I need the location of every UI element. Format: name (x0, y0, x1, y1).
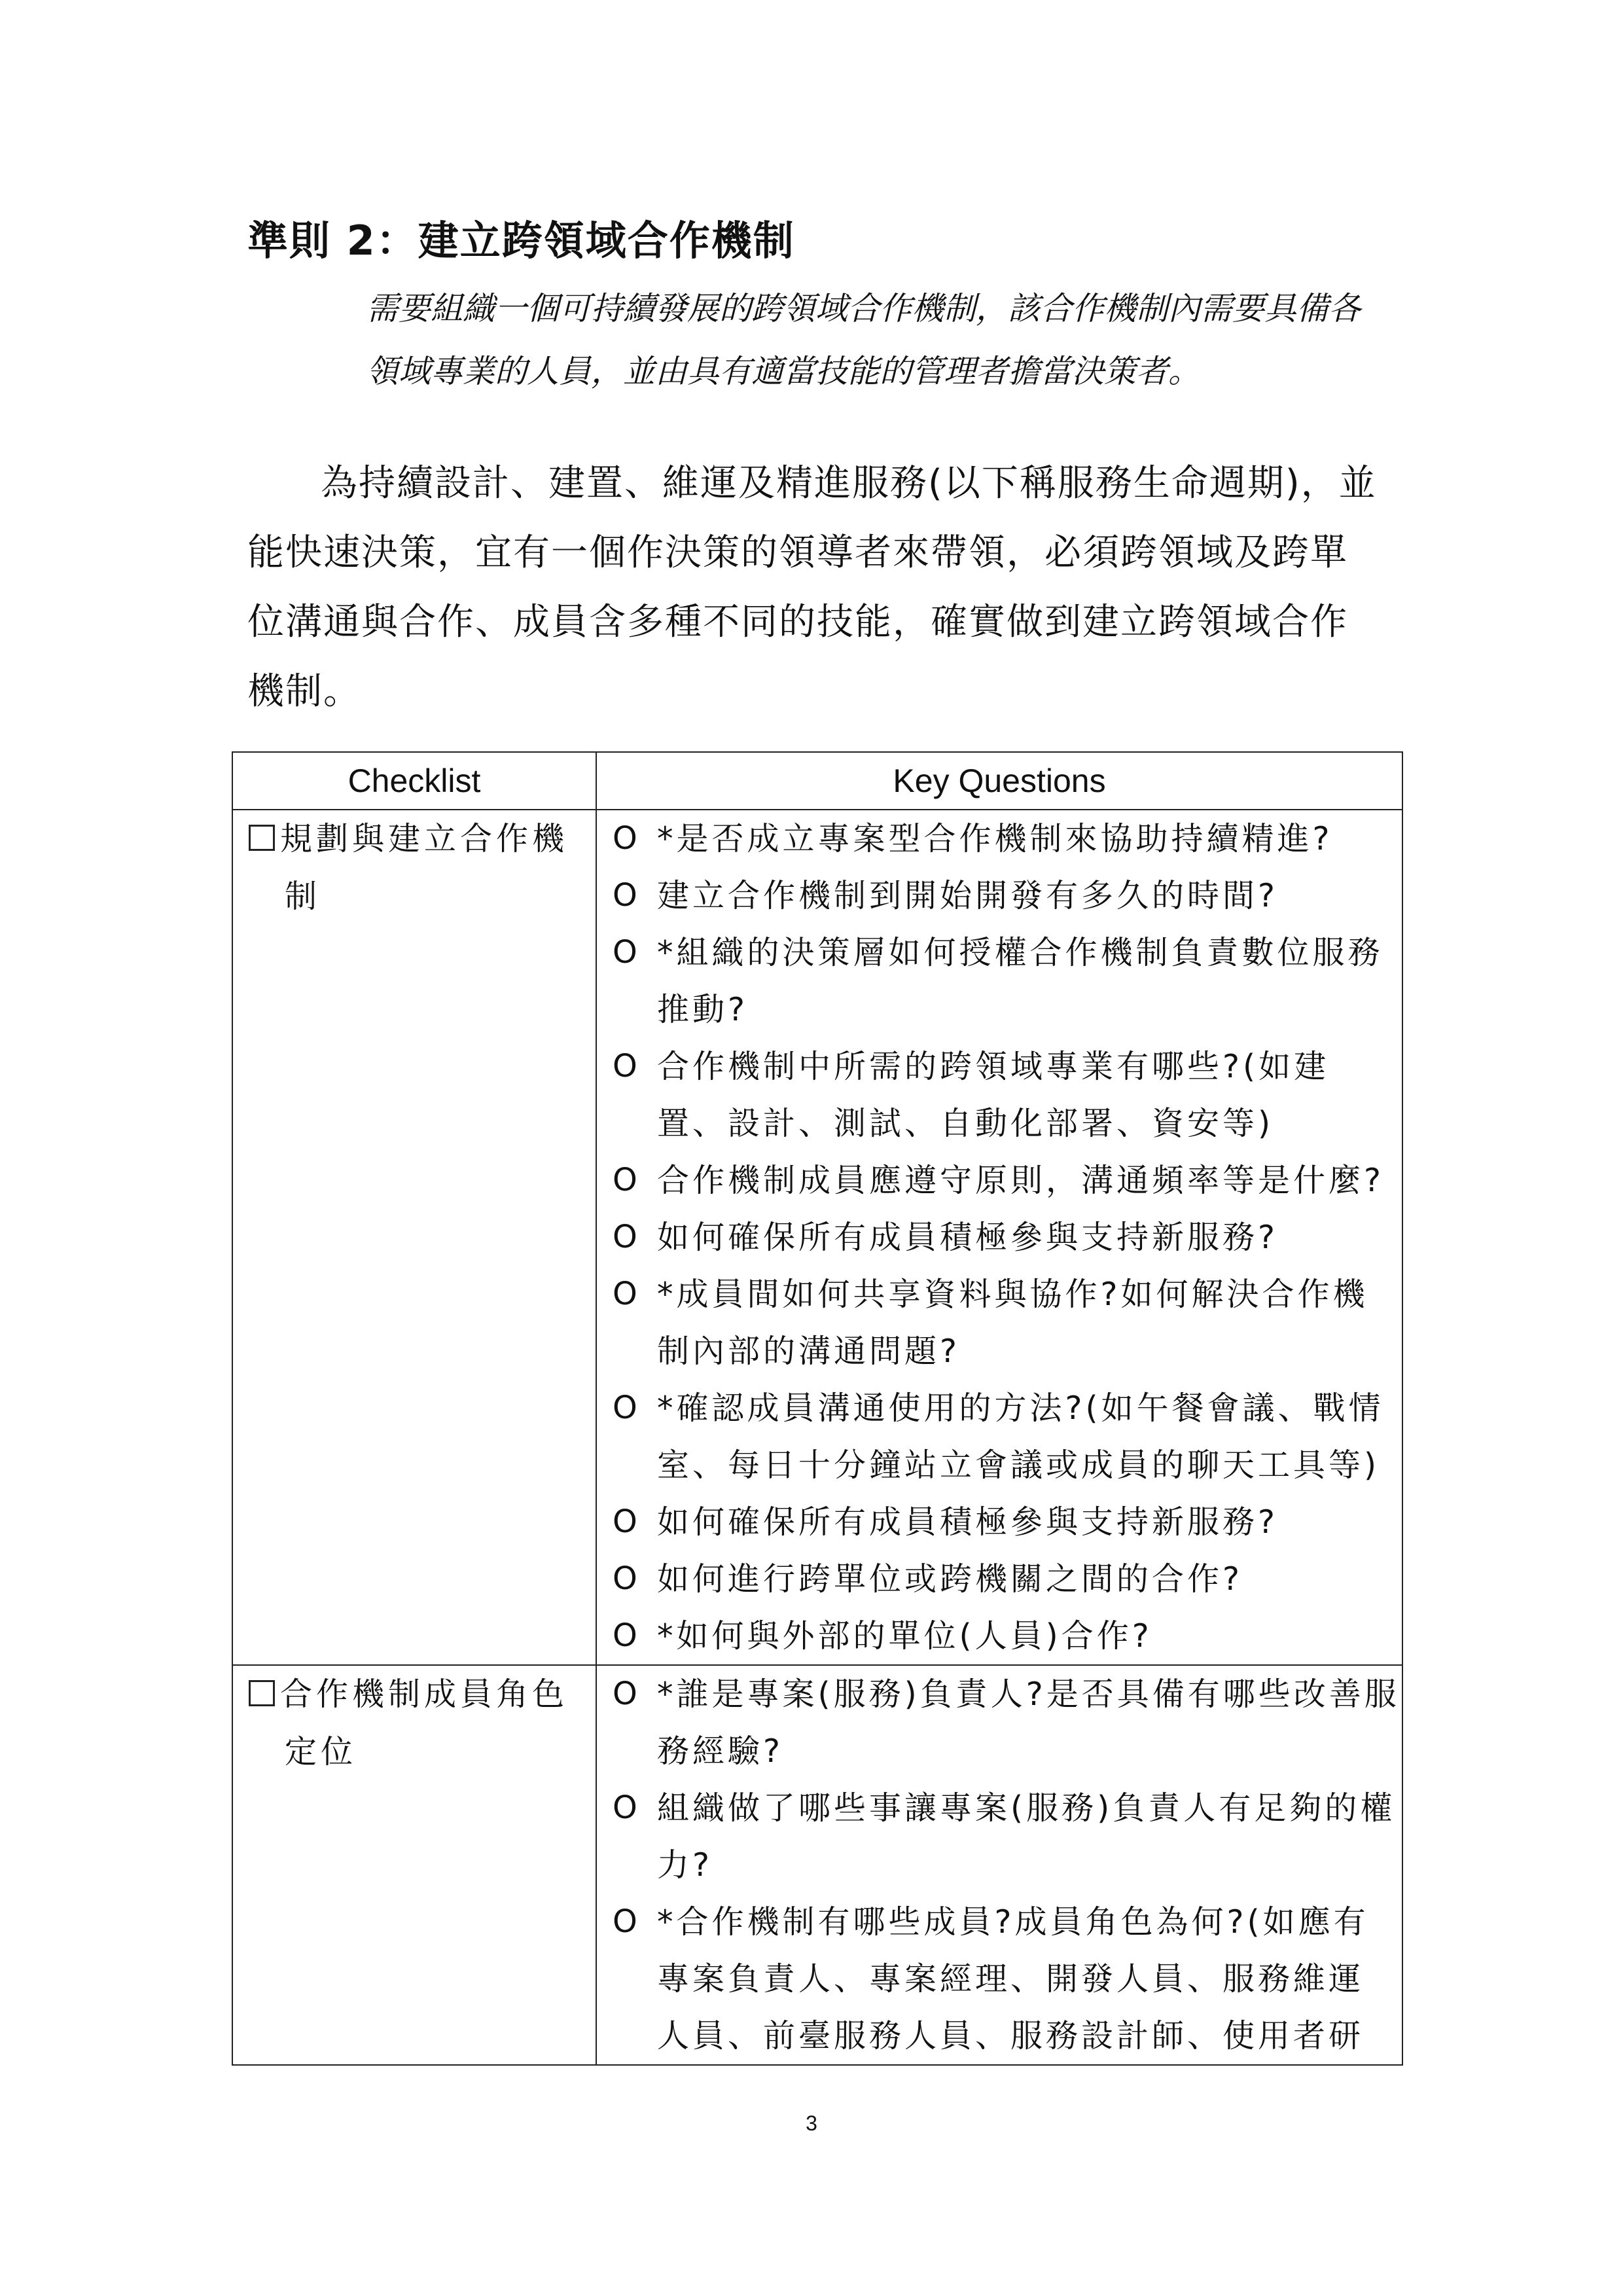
question-line: 合作機制成員應遵守原則，溝通頻率等是什麼? (657, 1162, 1385, 1199)
table-header-row (232, 752, 1402, 810)
question-line: *合作機制有哪些成員?成員角色為何?(如應有 (657, 1903, 1369, 1941)
question-line: *確認成員溝通使用的方法?(如午餐會議、戰情 (657, 1390, 1384, 1427)
circle-bullet-icon: O (613, 1789, 641, 1826)
section-subtitle (366, 278, 1400, 403)
questions-cell (596, 1665, 1402, 2065)
question-line: 如何確保所有成員積極參與支持新服務? (657, 1219, 1279, 1256)
question-line: 人員、前臺服務人員、服務設計師、使用者研 (657, 2017, 1364, 2054)
checklist-item (249, 1666, 596, 1723)
section-heading: 準則 2：建立跨領域合作機制 (247, 217, 795, 264)
circle-bullet-icon: O (613, 1162, 641, 1198)
checklist-label-cont: 定位 (285, 1733, 357, 1770)
question-line: 制內部的溝通問題? (657, 1333, 961, 1370)
questions-cell (596, 810, 1402, 1665)
question-line: 建立合作機制到開始開發有多久的時間? (657, 877, 1279, 914)
circle-bullet-icon: O (613, 1503, 641, 1540)
circle-bullet-icon: O (613, 1676, 641, 1712)
header-key-questions: Key Questions (596, 752, 1402, 810)
question-line: 室、每日十分鐘站立會議或成員的聊天工具等) (657, 1446, 1380, 1484)
circle-bullet-icon: O (613, 1276, 641, 1312)
question-item (613, 1494, 1402, 1551)
checkbox-icon (249, 1680, 275, 1706)
question-line: *是否成立專案型合作機制來協助持續精進? (657, 820, 1333, 857)
subtitle-line: 需要組織一個可持續發展的跨領域合作機制，該合作機制內需要具備各 (366, 290, 1361, 327)
question-line: 推動? (657, 991, 749, 1028)
checkbox-icon (249, 825, 275, 851)
table-row (232, 810, 1402, 1665)
question-line: 力? (657, 1846, 713, 1884)
question-item (613, 1209, 1402, 1266)
page-number: 3 (806, 2111, 817, 2135)
circle-bullet-icon: O (613, 934, 641, 971)
paragraph-line: 機制。 (247, 670, 361, 713)
circle-bullet-icon: O (613, 1390, 641, 1426)
question-line: *成員間如何共享資料與協作?如何解決合作機 (657, 1276, 1368, 1313)
circle-bullet-icon: O (613, 1903, 641, 1940)
checklist-label: 合作機制成員角色 (280, 1676, 569, 1713)
header-checklist: Checklist (232, 752, 596, 810)
question-item (613, 1607, 1402, 1664)
paragraph-line: 為持續設計、建置、維運及精進服務(以下稱服務生命週期)，並 (321, 462, 1377, 505)
checklist-label-cont: 制 (285, 878, 321, 915)
circle-bullet-icon: O (613, 877, 641, 914)
circle-bullet-icon: O (613, 1617, 641, 1654)
question-item (613, 1780, 1402, 1893)
question-line: 合作機制中所需的跨領域專業有哪些?(如建 (657, 1048, 1330, 1085)
subtitle-line: 領域專業的人員，並由具有適當技能的管理者擔當決策者。 (366, 353, 1201, 390)
question-item (613, 867, 1402, 924)
question-line: *誰是專案(服務)負責人?是否具備有哪些改善服 (657, 1676, 1400, 1713)
question-line: 如何進行跨單位或跨機關之間的合作? (657, 1560, 1243, 1598)
question-line: *組織的決策層如何授權合作機制負責數位服務 (657, 934, 1383, 971)
question-line: 如何確保所有成員積極參與支持新服務? (657, 1503, 1279, 1541)
checklist-cell (232, 1665, 596, 2065)
circle-bullet-icon: O (613, 1048, 641, 1085)
question-line: 專案負責人、專案經理、開發人員、服務維運 (657, 1960, 1364, 1998)
question-line: 置、設計、測試、自動化部署、資安等) (657, 1105, 1274, 1142)
circle-bullet-icon: O (613, 1560, 641, 1597)
checklist-table (232, 751, 1403, 2066)
question-line: 組織做了哪些事讓專案(服務)負責人有足夠的權 (657, 1789, 1396, 1827)
paragraph-line: 能快速決策，宜有一個作決策的領導者來帶領，必須跨領域及跨單 (247, 531, 1348, 574)
question-item (613, 810, 1402, 867)
circle-bullet-icon: O (613, 820, 641, 857)
checklist-cell (232, 810, 596, 1665)
paragraph-line: 位溝通與合作、成員含多種不同的技能，確實做到建立跨領域合作 (247, 601, 1348, 643)
question-item (613, 1551, 1402, 1607)
question-item (613, 924, 1402, 1038)
question-item (613, 1152, 1402, 1209)
circle-bullet-icon: O (613, 1219, 641, 1255)
question-item (613, 1038, 1402, 1152)
question-item (613, 1893, 1402, 2064)
question-item (613, 1266, 1402, 1380)
question-line: 務經驗? (657, 1732, 784, 1770)
question-line: *如何與外部的單位(人員)合作? (657, 1617, 1152, 1655)
question-item (613, 1666, 1402, 1780)
body-paragraph (247, 449, 1399, 726)
checklist-label: 規劃與建立合作機 (280, 820, 569, 857)
table-row (232, 1665, 1402, 2065)
checklist-item (249, 810, 596, 868)
question-item (613, 1380, 1402, 1494)
